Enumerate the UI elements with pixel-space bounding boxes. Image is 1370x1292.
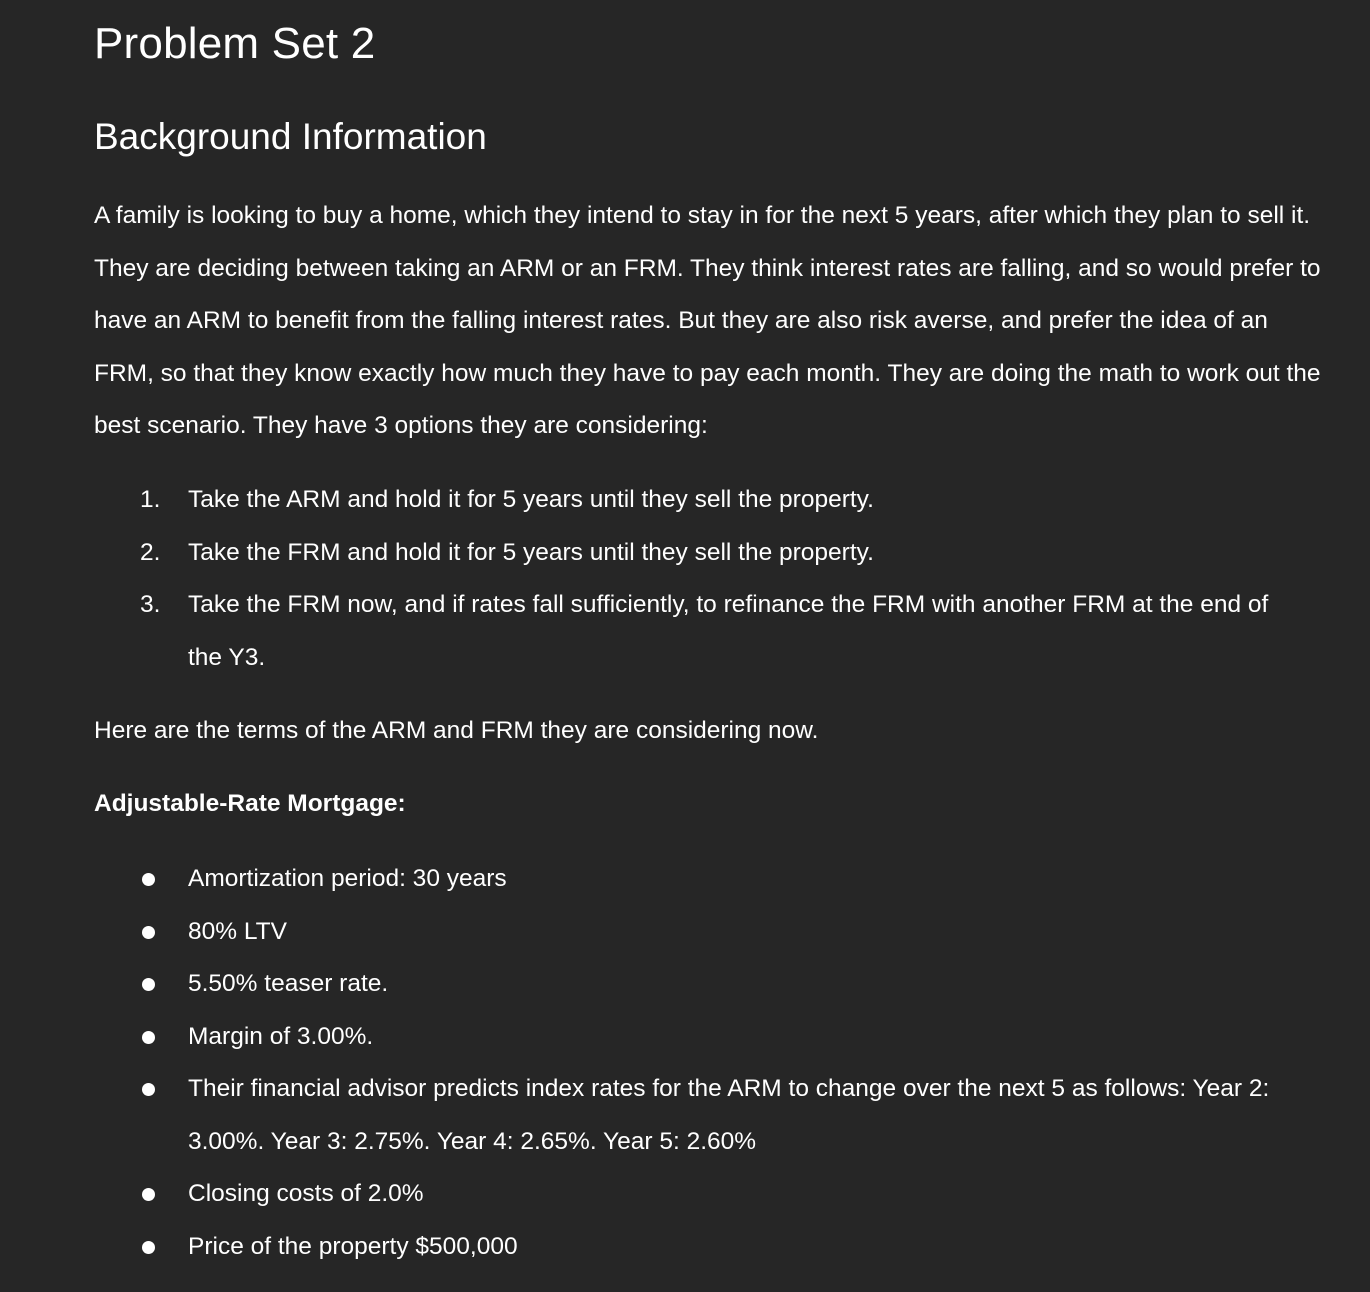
bullet-icon [142,1241,155,1254]
options-list [94,474,1294,684]
option-text: Take the FRM now, and if rates fall sufficiently, to refinance the FRM with another FRM at the end of the Y3. [188,591,1269,671]
bullet-icon [142,978,155,991]
list-item [94,1011,1314,1064]
background-paragraph: A family is looking to buy a home, which they intend to stay in for the next 5 years, after which they plan to sell it. They are deciding between taking an ARM or an FRM. They think interest rates are falling, and so would prefer to have an ARM to benefit from the falling interest rates. But they are also risk averse, and prefer the idea of an FRM, so that they know exactly how much they have to pay each month. They are doing the math to work out the best scenario. They have 3 options they are considering: [94,202,1321,439]
term-text: Their financial advisor predicts index rates for the ARM to change over the next 5 as follows: Year 2: 3.00%. Year 3: 2.75%. Year 4: 2.65%. Year 5: 2.60% [188,1075,1270,1155]
term-text: Price of the property $500,000 [188,1232,518,1260]
option-number: 1. [140,486,161,513]
option-item [94,527,1294,580]
term-text: 5.50% teaser rate. [188,970,389,997]
option-item [94,474,1294,527]
list-item [94,906,1314,959]
option-number: 2. [140,538,161,566]
list-item [94,1168,1314,1221]
term-text: 80% LTV [188,917,287,945]
terms-intro: Here are the terms of the ARM and FRM they are considering now. [94,717,819,744]
option-item [94,579,1294,684]
list-item [94,1221,1314,1274]
section-heading: Background Information [94,116,487,157]
list-item [94,958,1314,1011]
option-number: 3. [140,591,161,618]
bullet-icon [142,926,155,939]
term-text: Amortization period: 30 years [188,865,507,892]
arm-terms-list [94,853,1314,1273]
bullet-icon [142,1031,155,1044]
option-text: Take the FRM and hold it for 5 years until they sell the property. [188,538,874,566]
bullet-icon [142,1083,155,1096]
bullet-icon [142,873,155,886]
option-text: Take the ARM and hold it for 5 years until they sell the property. [188,486,874,513]
list-item [94,853,1314,906]
arm-heading: Adjustable-Rate Mortgage: [94,790,406,817]
list-item [94,1063,1314,1168]
term-text: Margin of 3.00%. [188,1022,374,1050]
bullet-icon [142,1188,155,1201]
term-text: Closing costs of 2.0% [188,1180,424,1207]
page-title: Problem Set 2 [94,19,376,68]
